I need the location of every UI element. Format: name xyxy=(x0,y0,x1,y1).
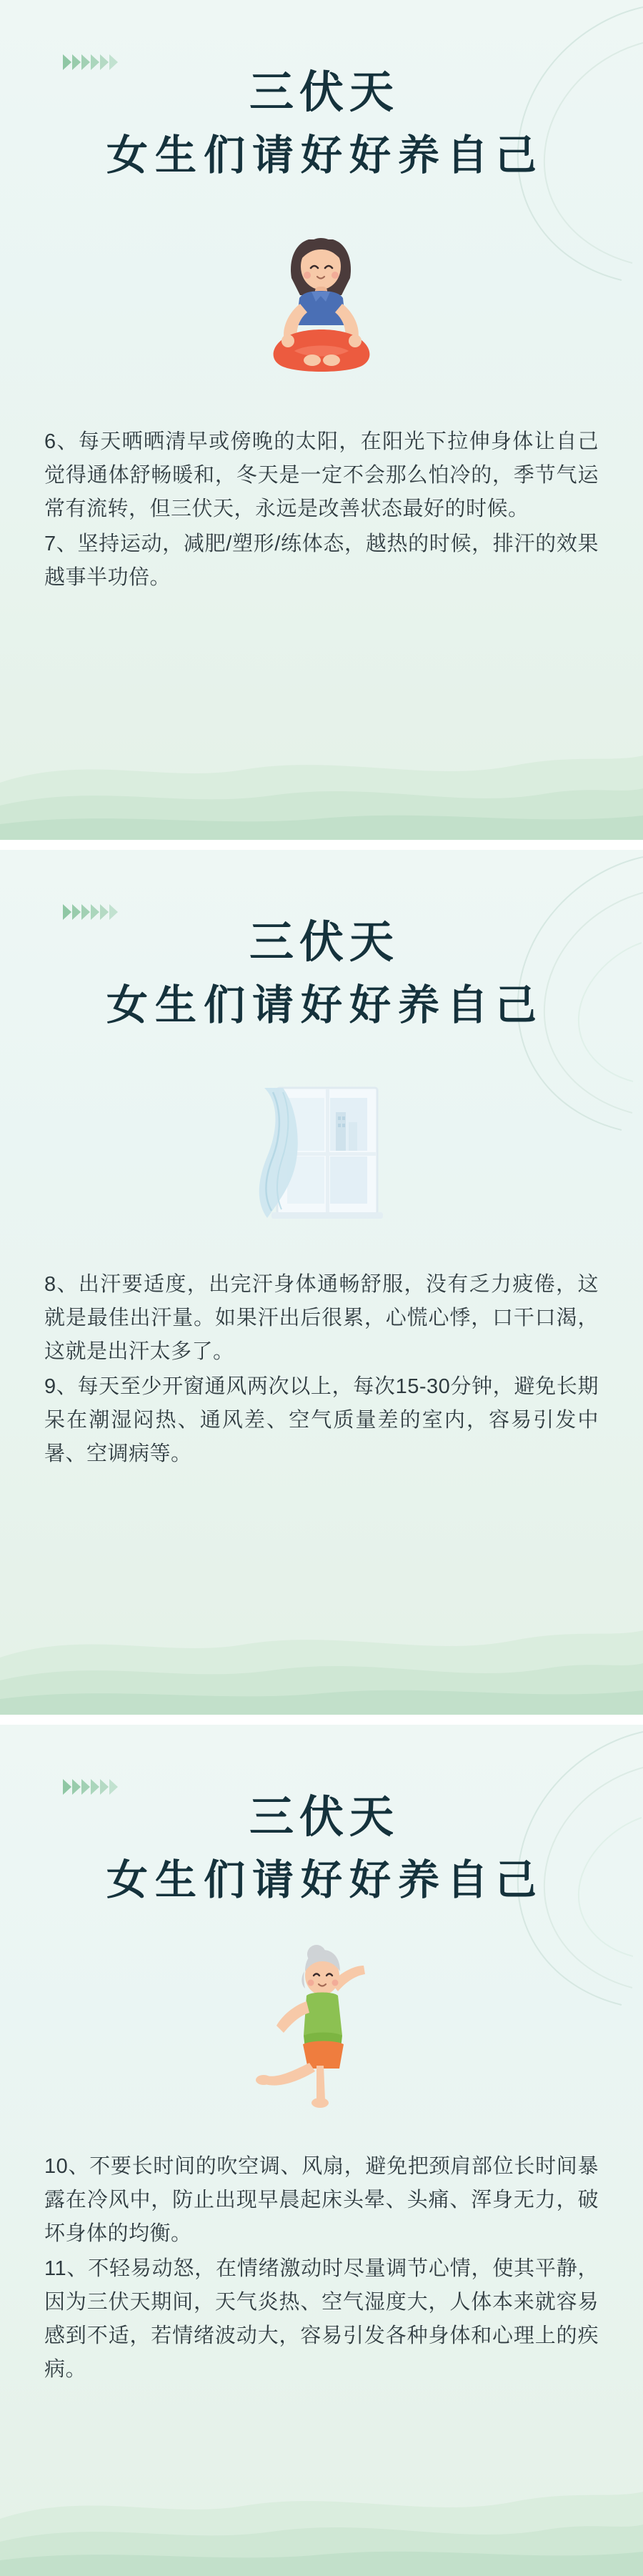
card-2-illustration xyxy=(0,1032,643,1239)
card-2-hills-decoration xyxy=(0,1550,643,1715)
card-3-heading-group xyxy=(0,1725,643,1907)
card-1-body xyxy=(0,397,643,595)
card-2-heading-group xyxy=(0,850,643,1032)
card-2-body xyxy=(0,1239,643,1471)
card-3-hills-decoration xyxy=(0,2412,643,2576)
card-2-paragraph-1: 8、出汗要适度，出完汗身体通畅舒服，没有乏力疲倦，这就是最佳出汗量。如果汗出后很累，心慌心悸，口干口渴，这就是出汗太多了。 xyxy=(44,1272,599,1363)
card-1-heading-group xyxy=(0,0,643,182)
card-1-paragraph-2: 7、坚持运动，减肥/塑形/练体态，越热的时候，排汗的效果越事半功倍。 xyxy=(44,532,599,589)
card-divider xyxy=(0,840,643,850)
poster-card-3 xyxy=(0,1725,643,2576)
poster-card-2 xyxy=(0,850,643,1715)
card-2-paragraph-2: 9、每天至少开窗通风两次以上，每次15-30分钟，避免长期呆在潮湿闷热、通风差、空气质量差的室内，容易引发中暑、空调病等。 xyxy=(44,1374,599,1465)
card-3-paragraph-1: 10、不要长时间的吹空调、风扇，避免把颈肩部位长时间暴露在冷风中，防止出现早晨起床头晕、头痛、浑身无力，破坏身体的均衡。 xyxy=(44,2154,599,2245)
card-3-paragraph-2: 11、不轻易动怒，在情绪激动时尽量调节心情，使其平静，因为三伏天期间，天气炎热、空气湿度大，人体本来就容易感到不适，若情绪波动大，容易引发各种身体和心理上的疾病。 xyxy=(44,2257,599,2381)
card-2-title-main: 三伏天 xyxy=(249,918,399,967)
card-2-title-sub: 女生们请好好养自己 xyxy=(106,982,544,1029)
card-1-title-main: 三伏天 xyxy=(249,68,399,117)
card-1-paragraph-1: 6、每天晒晒清早或傍晚的太阳，在阳光下拉伸身体让自己觉得通体舒畅暖和，冬天是一定不会那么怕冷的，季节气运常有流转，但三伏天，永远是改善状态最好的时候。 xyxy=(44,430,599,520)
card-3-illustration xyxy=(0,1907,643,2121)
card-1-illustration xyxy=(0,182,643,397)
poster-card-1 xyxy=(0,0,643,840)
card-3-title-sub: 女生们请好好养自己 xyxy=(106,1857,544,1904)
card-divider xyxy=(0,1715,643,1725)
card-1-title-sub: 女生们请好好养自己 xyxy=(106,132,544,179)
card-3-title-main: 三伏天 xyxy=(249,1793,399,1842)
card-1-hills-decoration xyxy=(0,675,643,840)
card-3-body xyxy=(0,2121,643,2387)
